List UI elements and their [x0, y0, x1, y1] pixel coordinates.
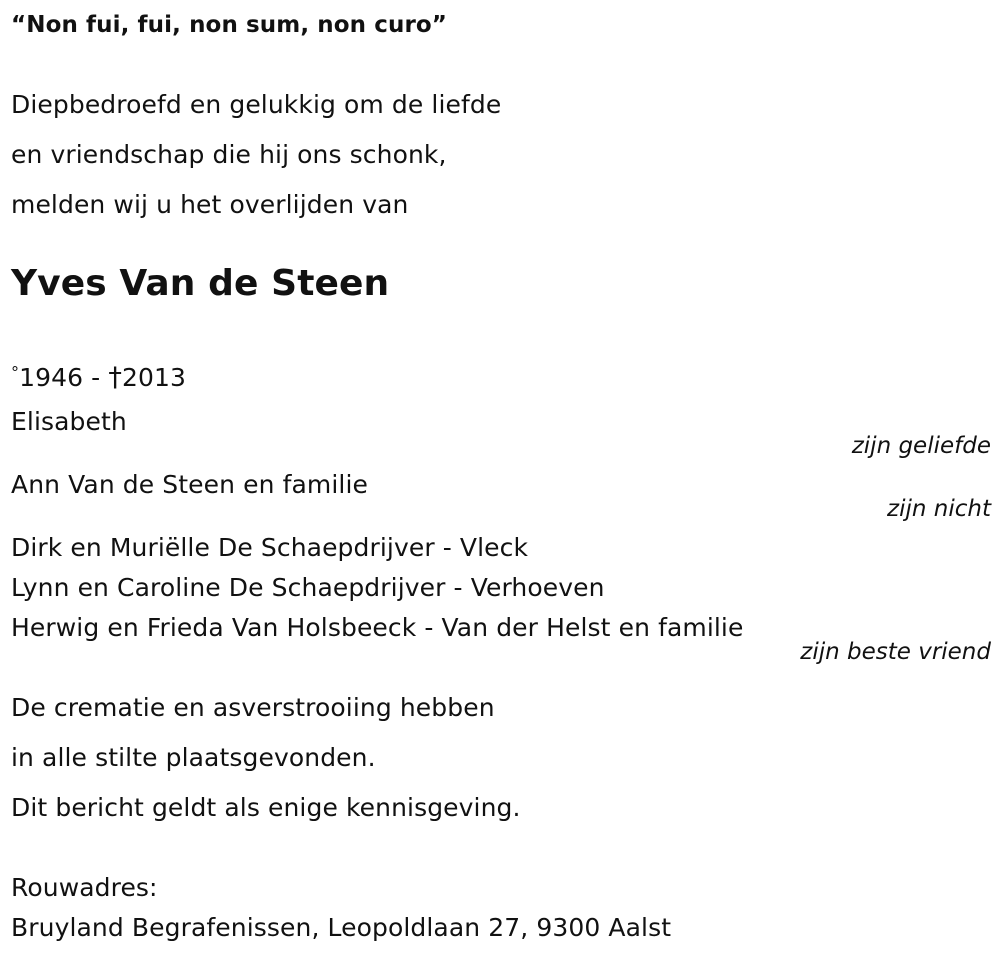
death-cross: †	[108, 362, 122, 393]
mourner-name: Elisabeth	[11, 407, 127, 436]
death-year: 2013	[121, 363, 186, 392]
closing-line-3: Dit bericht geldt als enige kennisgeving.	[11, 793, 521, 822]
birth-mark: °	[11, 363, 20, 382]
mourner-relation: zijn beste vriend	[800, 639, 991, 665]
deceased-name: Yves Van de Steen	[11, 263, 390, 304]
mourner-name: Herwig en Frieda Van Holsbeeck - Van der Helst en familie	[11, 613, 744, 642]
mourner-name: Lynn en Caroline De Schaepdrijver - Verhoeven	[11, 573, 605, 602]
mourner-relation: zijn nicht	[887, 496, 991, 522]
life-dates	[11, 358, 186, 393]
address-value: Bruyland Begrafenissen, Leopoldlaan 27, 9300 Aalst	[11, 913, 672, 942]
closing-line-1: De crematie en asverstrooiing hebben	[11, 693, 495, 722]
mourner-name: Dirk en Muriëlle De Schaepdrijver - Vleck	[11, 533, 529, 562]
intro-line-3: melden wij u het overlijden van	[11, 190, 409, 219]
mourner-relation: zijn geliefde	[851, 433, 991, 459]
closing-line-2: in alle stilte plaatsgevonden.	[11, 743, 376, 772]
motto: “Non fui, fui, non sum, non curo”	[11, 12, 448, 38]
date-separator: -	[83, 363, 109, 392]
address-label: Rouwadres:	[11, 873, 158, 902]
intro-line-2: en vriendschap die hij ons schonk,	[11, 140, 447, 169]
mourner-name: Ann Van de Steen en familie	[11, 470, 368, 499]
intro-line-1: Diepbedroefd en gelukkig om de liefde	[11, 90, 502, 119]
birth-year: 1946	[19, 363, 84, 392]
